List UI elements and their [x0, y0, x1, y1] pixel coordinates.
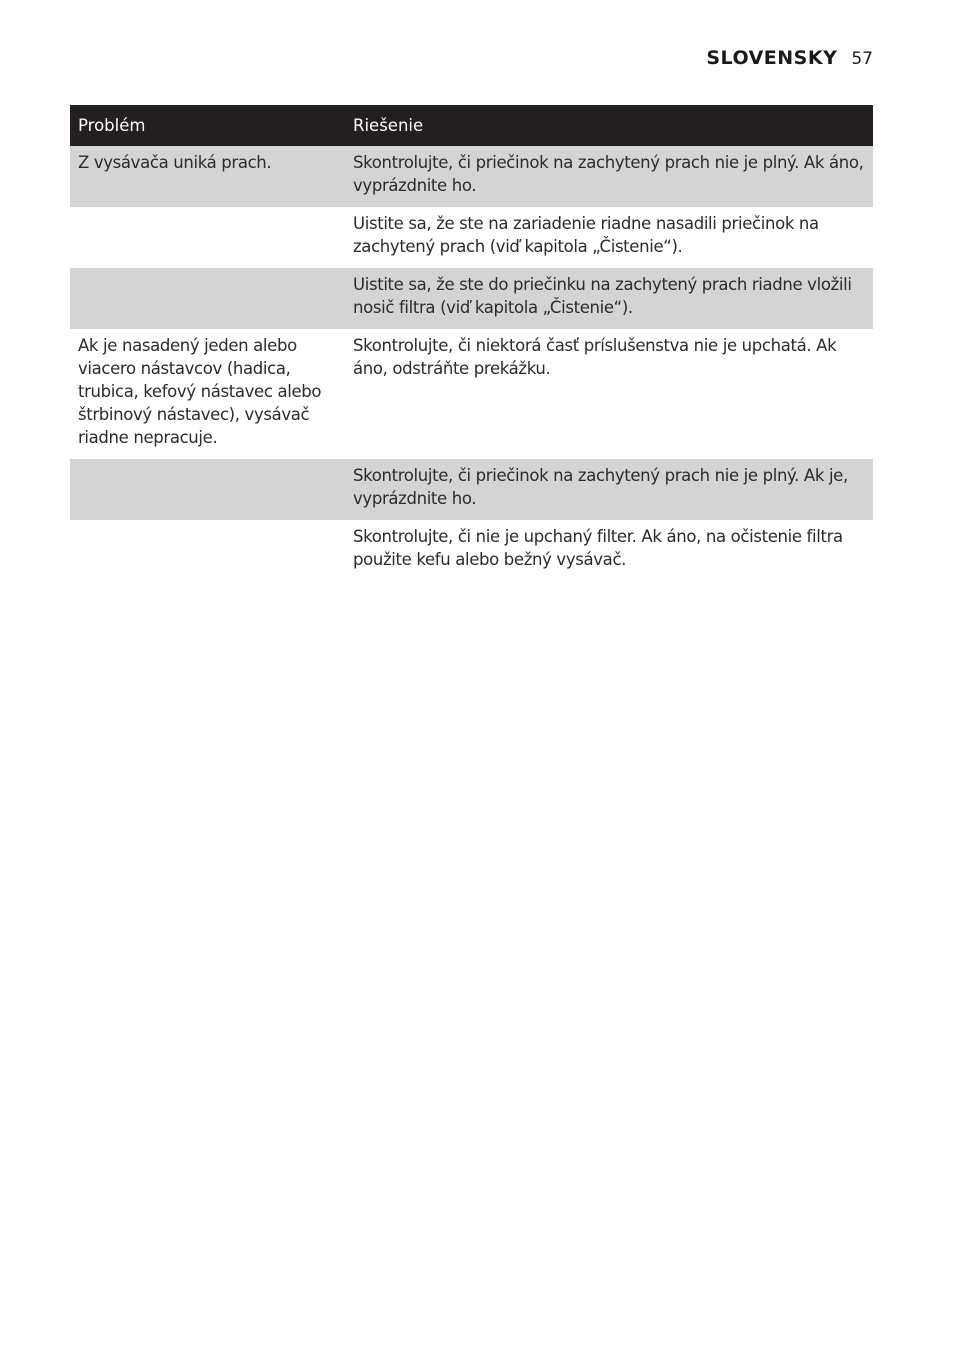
solution-cell: Uistite sa, že ste na zariadenie riadne nasadili priečinok na zachytený prach (viď kapitola „Čistenie“). — [353, 214, 819, 256]
solution-cell: Skontrolujte, či priečinok na zachytený prach nie je plný. Ak áno, vyprázdnite ho. — [345, 146, 873, 207]
solution-cell: Skontrolujte, či niektorá časť príslušenstva nie je upchatá. Ak áno, odstráňte prekážku. — [353, 336, 837, 378]
table-row — [70, 520, 873, 581]
table-row — [70, 268, 873, 329]
table-row — [70, 146, 873, 207]
solution-cell: Skontrolujte, či nie je upchaný filter. Ak áno, na očistenie filtra použite kefu alebo bežný vysávač. — [353, 527, 843, 569]
solution-cell: Uistite sa, že ste do priečinku na zachytený prach riadne vložili nosič filtra (viď kapitola „Čistenie“). — [345, 268, 873, 329]
page-number: 57 — [851, 49, 873, 69]
problem-cell — [70, 459, 345, 520]
problem-cell — [70, 207, 345, 268]
problem-cell: Z vysávača uniká prach. — [70, 146, 345, 207]
solution-cell: Skontrolujte, či priečinok na zachytený prach nie je plný. Ak je, vyprázdnite ho. — [345, 459, 873, 520]
table-header-row — [70, 105, 873, 146]
troubleshooting-table — [70, 105, 873, 581]
problem-cell — [70, 268, 345, 329]
problem-cell: Ak je nasadený jeden alebo viacero nástavcov (hadica, trubica, kefový nástavec alebo štrbinový nástavec), vysávač riadne nepracuje. — [78, 336, 322, 447]
table-row — [70, 207, 873, 268]
language-label: SLOVENSKY — [706, 47, 838, 69]
column-header-solution: Riešenie — [345, 105, 873, 146]
table-row — [70, 459, 873, 520]
page-header — [706, 47, 873, 69]
column-header-problem: Problém — [70, 105, 345, 146]
table-row — [70, 329, 873, 459]
problem-cell — [70, 520, 345, 581]
